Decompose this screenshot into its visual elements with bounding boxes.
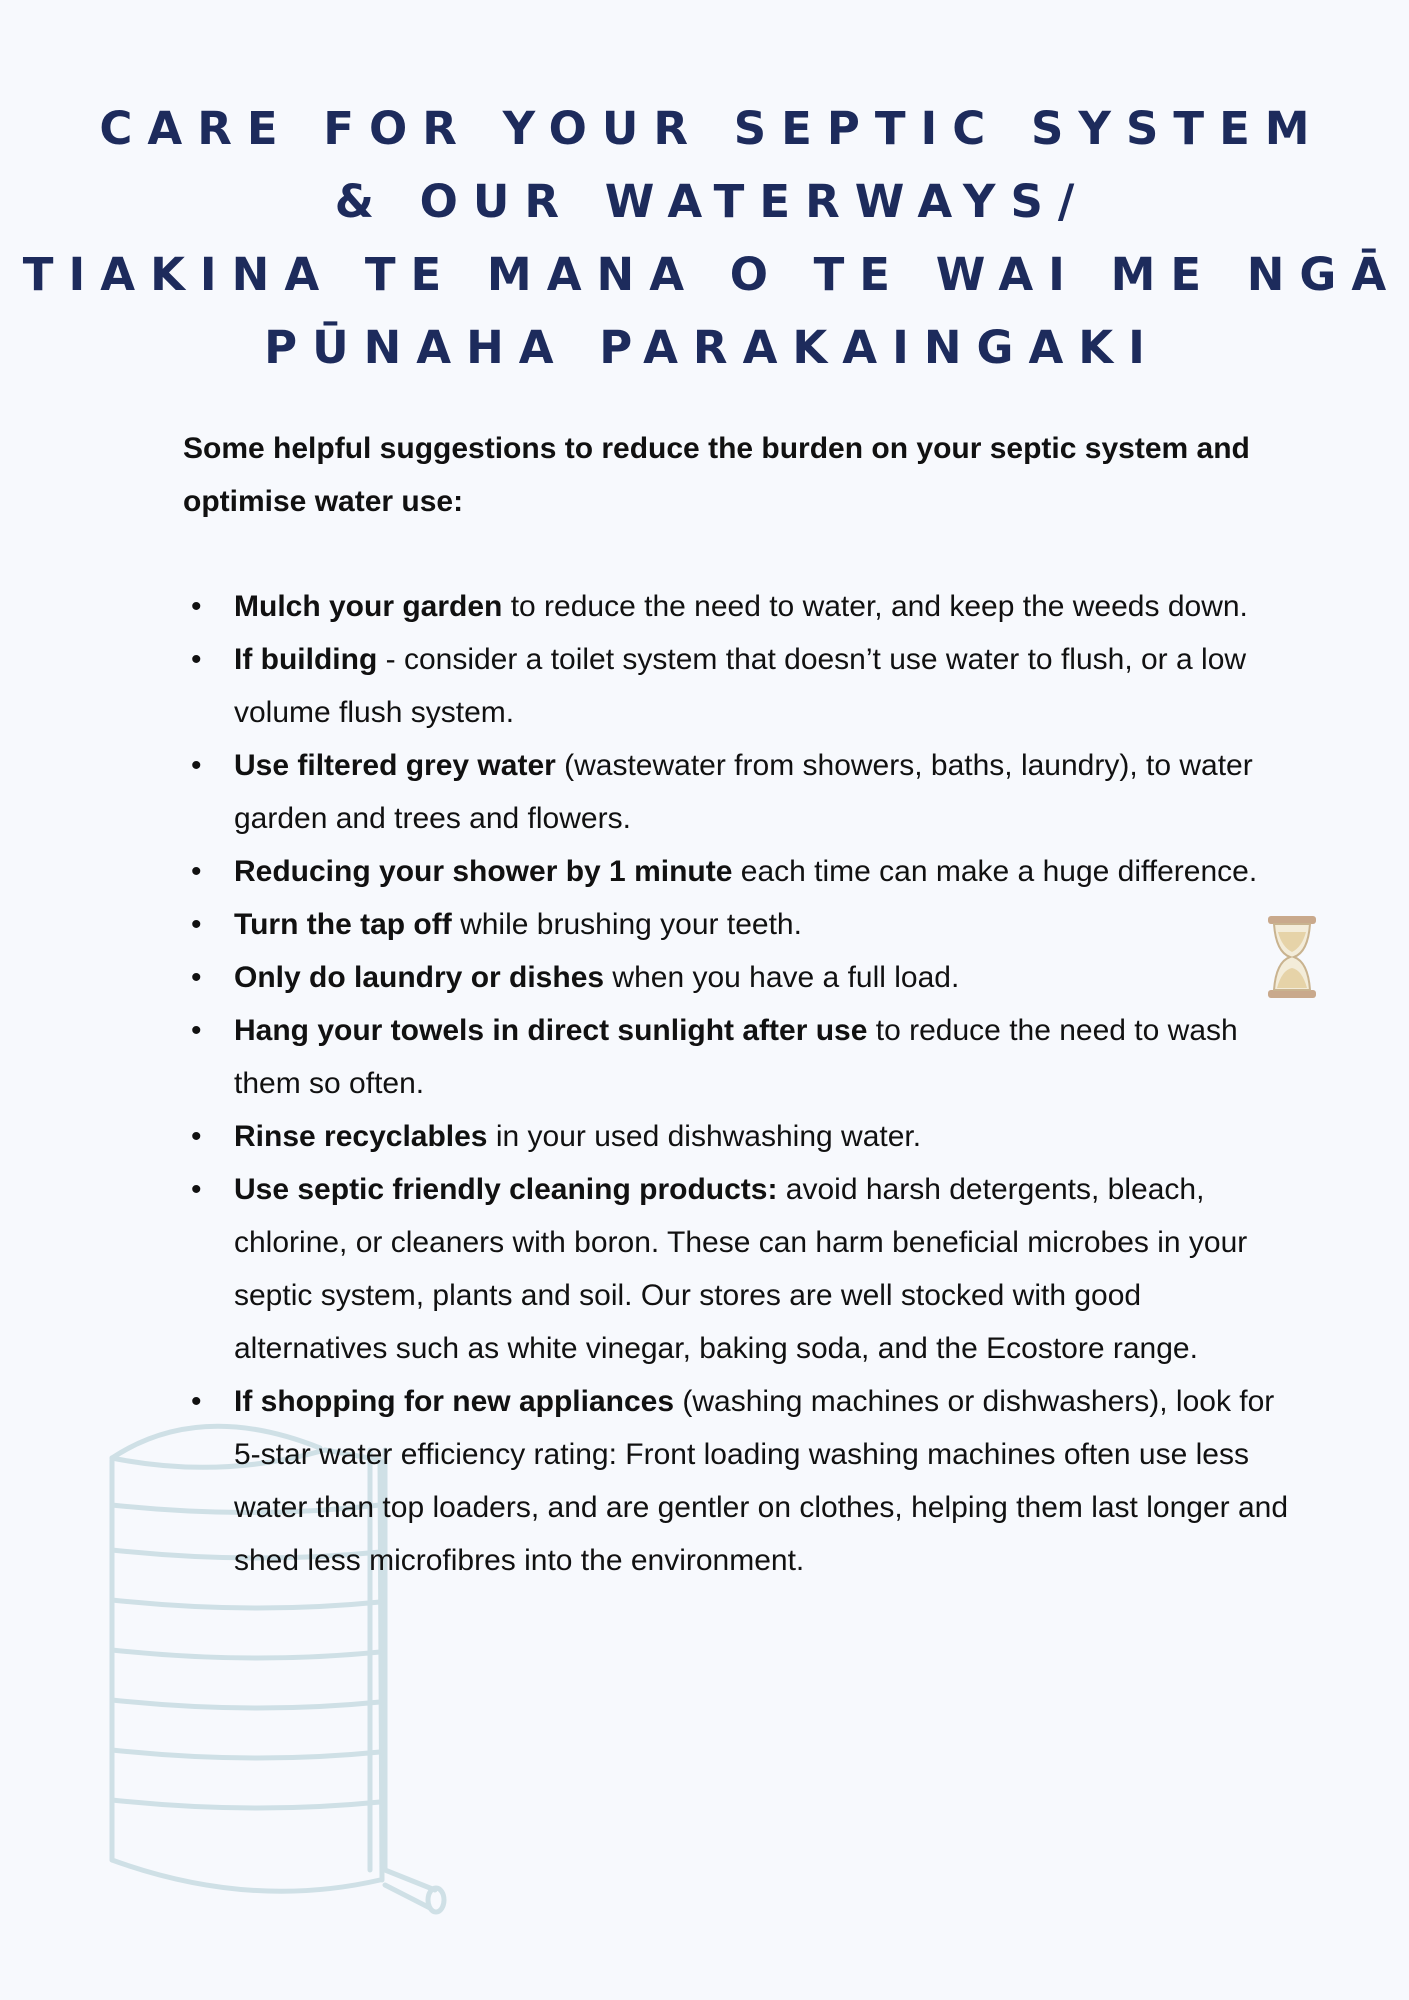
tip-heading: If building [234,643,378,676]
tip-text: (wastewater from showers, baths, laundry), to water garden and trees and flowers. [234,749,1253,835]
tip-text: each time can make a huge difference. [732,855,1258,888]
list-item [183,1375,1293,1587]
tip-heading: If shopping for new appliances [234,1385,675,1418]
tip-text: (washing machines or dishwashers), look for 5-star water efficiency rating: Front loading washing machines often use less water than top loaders, and are gentler on clothes, helping them last longer and shed less microfibres into the environment. [234,1385,1289,1577]
title-line-1: CARE FOR YOUR SEPTIC SYSTEM [99,102,1325,155]
title-line-4: PŪNAHA PARAKAINGAKI [264,321,1160,374]
list-item [183,580,1293,633]
list-item [183,845,1293,898]
tip-heading: Reducing your shower by 1 minute [234,855,733,888]
tip-text: while brushing your teeth. [451,908,802,941]
tip-heading: Rinse recyclables [234,1120,488,1153]
tip-heading: Use septic friendly cleaning products: [234,1173,778,1206]
intro-text: Some helpful suggestions to reduce the burden on your septic system and optimise water use: [183,432,1250,518]
list-item [183,633,1293,739]
list-item [183,1110,1293,1163]
tip-heading: Only do laundry or dishes [234,961,605,994]
list-item [183,1163,1293,1375]
page-title [0,92,1409,384]
tip-heading: Mulch your garden [234,590,503,623]
tip-heading: Use filtered grey water [234,749,556,782]
tip-text: to reduce the need to wash them so often. [234,1014,1238,1100]
tip-text: avoid harsh detergents, bleach, chlorine, or cleaners with boron. These can harm beneficial microbes in your septic system, plants and soil. Our stores are well stocked with good alternatives such as white vinegar, baking soda, and the Ecostore range. [234,1173,1248,1365]
tip-text: to reduce the need to water, and keep the weeds down. [502,590,1248,623]
title-line-3: TIAKINA TE MANA O TE WAI ME NGĀ [22,248,1402,301]
tip-heading: Turn the tap off [234,908,452,941]
tip-text: - consider a toilet system that doesn’t use water to flush, or a low volume flush system. [234,643,1247,729]
title-line-2: & OUR WATERWAYS/ [334,175,1090,228]
list-item [183,951,1293,1004]
list-item [183,898,1293,951]
list-item [183,739,1293,845]
tip-text: in your used dishwashing water. [487,1120,922,1153]
tip-text: when you have a full load. [604,961,960,994]
tip-heading: Hang your towels in direct sunlight after use [234,1014,868,1047]
list-item [183,1004,1293,1110]
tips-list [183,580,1293,1587]
